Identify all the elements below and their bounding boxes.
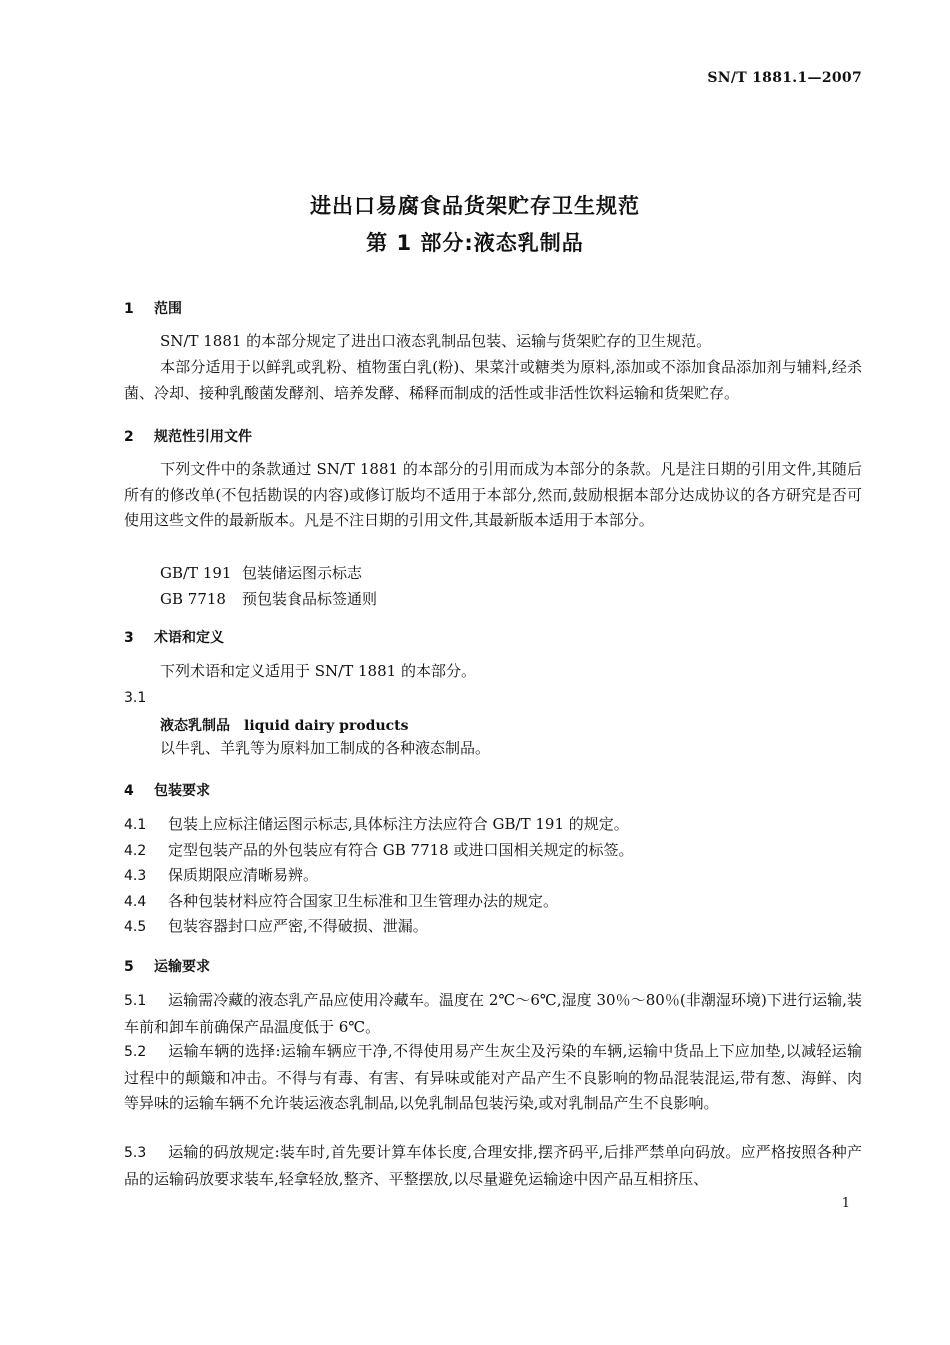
section-number: 5 <box>124 959 134 975</box>
section-title: 包装要求 <box>154 783 210 799</box>
clause-number: 4.4 <box>124 894 147 910</box>
term-chinese: 液态乳制品 <box>160 718 230 734</box>
reference-name: 预包装食品标签通则 <box>242 590 378 608</box>
reference-code: GB 7718 <box>160 590 226 608</box>
clause-text: 定型包装产品的外包装应有符合 GB 7718 或进口国相关规定的标签。 <box>168 841 634 859</box>
clause-text: 包装容器封口应严密,不得破损、泄漏。 <box>168 917 428 935</box>
clause-number: 4.2 <box>124 843 147 859</box>
paragraph-text: SN/T 1881 的本部分规定了进出口液态乳制品包装、运输与货架贮存的卫生规范。 <box>160 332 712 350</box>
document-subtitle: 第 1 部分:液态乳制品 <box>366 231 584 255</box>
clause-text: 运输需冷藏的液态乳产品应使用冷藏车。温度在 2℃～6℃,湿度 30％～80％(非潮湿环境)下进行运输,装车前和卸车前确保产品温度低于 6℃。 <box>124 991 862 1036</box>
clause-4-5 <box>124 914 862 941</box>
clause-5-3 <box>124 1140 862 1192</box>
section-title: 范围 <box>154 301 182 317</box>
clause-text: 包装上应标注储运图示标志,具体标注方法应符合 GB/T 191 的规定。 <box>168 815 629 833</box>
clause-text: 运输的码放规定:装车时,首先要计算车体长度,合理安排,摆齐码平,后排严禁单向码放。应严格按照各种产品的运输码放要求装车,轻拿轻放,整齐、平整摆放,以尽量避免运输途中因产品互相挤压、 <box>124 1143 862 1188</box>
clause-number: 5.3 <box>124 1145 147 1161</box>
paragraph-text: 下列术语和定义适用于 SN/T 1881 的本部分。 <box>160 662 476 680</box>
section-heading-3 <box>124 627 224 647</box>
section-number: 4 <box>124 783 134 799</box>
clause-4-2 <box>124 838 862 865</box>
page-number: 1 <box>841 1196 850 1211</box>
section-title: 术语和定义 <box>154 630 224 646</box>
section-heading-4 <box>124 780 210 800</box>
scope-paragraph-2 <box>124 355 862 406</box>
clause-5-1 <box>124 988 862 1040</box>
section-title: 运输要求 <box>154 959 210 975</box>
standard-code: SN/T 1881.1—2007 <box>707 70 862 86</box>
terms-paragraph <box>124 659 862 685</box>
clause-text: 保质期限应清晰易辨。 <box>168 866 319 884</box>
clause-number: 5.2 <box>124 1044 147 1060</box>
section-heading-2 <box>124 426 252 446</box>
term-number: 3.1 <box>124 690 147 706</box>
clause-4-1 <box>124 812 862 839</box>
clause-5-2 <box>124 1039 862 1117</box>
reference-name: 包装储运图示标志 <box>242 564 363 582</box>
section-number: 2 <box>124 429 134 445</box>
clause-4-4 <box>124 889 862 916</box>
reference-item <box>160 588 377 609</box>
paragraph-text: 下列文件中的条款通过 SN/T 1881 的本部分的引用而成为本部分的条款。凡是注日期的引用文件,其随后所有的修改单(不包括勘误的内容)或修订版均不适用于本部分,然而,鼓励根据本部分达成协议的各方研究是否可使用这些文件的最新版本。凡是不注日期的引用文件,其最新版本适用于本部分。 <box>124 460 862 529</box>
section-heading-1 <box>124 298 182 318</box>
references-paragraph <box>124 457 862 534</box>
clause-number: 4.5 <box>124 919 147 935</box>
clause-4-3 <box>124 863 862 890</box>
clause-number: 5.1 <box>124 993 147 1009</box>
clause-number: 4.3 <box>124 868 147 884</box>
section-heading-5 <box>124 956 210 976</box>
section-number: 1 <box>124 301 134 317</box>
term-entry <box>160 715 409 735</box>
term-english: liquid dairy products <box>244 718 409 734</box>
term-definition: 以牛乳、羊乳等为原料加工制成的各种液态制品。 <box>160 739 491 757</box>
clause-text: 运输车辆的选择:运输车辆应干净,不得使用易产生灰尘及污染的车辆,运输中货品上下应加垫,以减轻运输过程中的颠簸和冲击。不得与有毒、有害、有异味或能对产品产生不良影响的物品混装混运,带有葱、海鲜、肉等异味的运输车辆不允许装运液态乳制品,以免乳制品包装污染,或对乳制品产生不良影响。 <box>124 1042 862 1112</box>
section-title: 规范性引用文件 <box>154 429 252 445</box>
paragraph-text: 本部分适用于以鲜乳或乳粉、植物蛋白乳(粉)、果菜汁或糖类为原料,添加或不添加食品添加剂与辅料,经杀菌、冷却、接种乳酸菌发酵剂、培养发酵、稀释而制成的活性或非活性饮料运输和货架贮存。 <box>124 358 862 402</box>
clause-number: 4.1 <box>124 817 147 833</box>
reference-code: GB/T 191 <box>160 564 232 582</box>
scope-paragraph-1 <box>124 329 862 355</box>
reference-item <box>160 562 362 583</box>
section-number: 3 <box>124 630 134 646</box>
clause-text: 各种包装材料应符合国家卫生标准和卫生管理办法的规定。 <box>168 892 559 910</box>
document-title: 进出口易腐食品货架贮存卫生规范 <box>310 194 640 218</box>
